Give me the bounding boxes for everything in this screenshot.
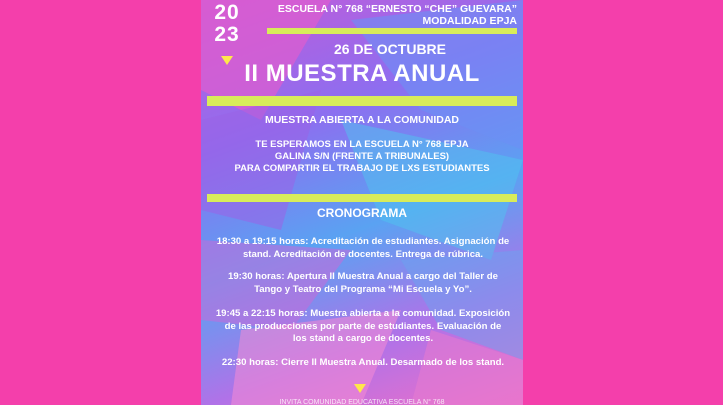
- schedule-item: [207, 308, 519, 346]
- middle-accent-bar: [207, 194, 517, 202]
- event-title: II MUESTRA ANUAL: [244, 60, 480, 87]
- schedule-line: 22:30 horas: Cierre II Muestra Anual. Desarmado de los stand.: [221, 357, 505, 368]
- schedule-line: 18:30 a 19:15 horas: Acreditación de estudiantes. Asignación de: [216, 236, 510, 247]
- schedule-line: Tango y Teatro del Programa “Mi Escuela y Yo”.: [254, 283, 472, 295]
- event-subtitle: MUESTRA ABIERTA A LA COMUNIDAD: [264, 114, 460, 126]
- schedule-line: de las producciones por parte de estudiantes. Evaluación de: [224, 320, 502, 332]
- schedule-line: los stand a cargo de docentes.: [292, 333, 434, 344]
- top-accent-bar: [267, 28, 517, 34]
- school-name: [278, 3, 517, 27]
- event-flyer: [201, 0, 523, 405]
- invite-line: TE ESPERAMOS EN LA ESCUELA N° 768 EPJA: [255, 139, 469, 150]
- invite-line: GALINA S/N (FRENTE A TRIBUNALES): [274, 151, 450, 162]
- year-label: [211, 2, 243, 46]
- schedule-line: 19:30 horas: Apertura II Muestra Anual a cargo del Taller de: [228, 271, 498, 282]
- footer-text: INVITA COMUNIDAD EDUCATIVA ESCUELA N° 768: [279, 399, 445, 405]
- schedule-item: [207, 271, 519, 296]
- year-top: 20: [214, 1, 240, 24]
- schedule-item: [207, 357, 519, 370]
- schedule-item: [207, 236, 519, 261]
- invite-line: PARA COMPARTIR EL TRABAJO DE LXS ESTUDIANTES: [234, 163, 490, 174]
- year-bottom: 23: [214, 23, 240, 46]
- invite-text: [201, 139, 523, 175]
- schedule-line: 19:45 a 22:15 horas: Muestra abierta a la comunidad. Exposición: [215, 308, 511, 319]
- title-accent-bar: [207, 96, 517, 106]
- modality-line: MODALIDAD EPJA: [422, 15, 517, 27]
- school-name-line: ESCUELA N° 768 “ERNESTO “CHE” GUEVARA”: [277, 3, 517, 15]
- event-date: 26 DE OCTUBRE: [333, 41, 447, 57]
- down-arrow-icon: [354, 384, 366, 393]
- schedule-line: stand. Acreditación de docentes. Entrega de rúbrica.: [242, 248, 484, 260]
- cronograma-title: CRONOGRAMA: [317, 206, 407, 220]
